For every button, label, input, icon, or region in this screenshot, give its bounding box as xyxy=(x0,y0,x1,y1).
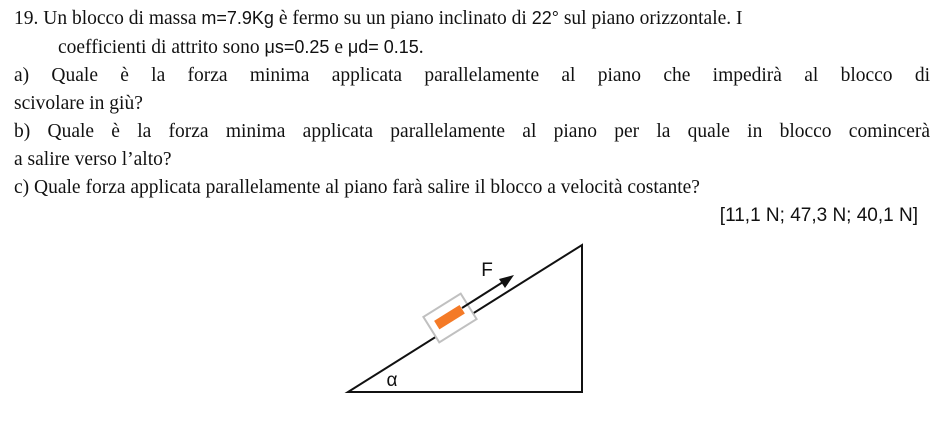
intro-text: e xyxy=(329,37,348,58)
angle-value: 22° xyxy=(531,8,559,28)
answer-key: [11,1 N; 47,3 N; 40,1 N] xyxy=(719,205,918,226)
question-a-line-2: scivolare in giù? xyxy=(14,93,143,114)
intro-text: . xyxy=(418,37,424,58)
angle-label: α xyxy=(386,370,398,391)
question-a-line-1: a) Quale è la forza minima applicata parallelamente al piano che impedirà al blocco di xyxy=(14,65,930,86)
intro-text: coefficienti di attrito sono xyxy=(58,37,265,58)
static-friction-coefficient: μs=0.25 xyxy=(264,37,330,57)
mass-value: m=7.9Kg xyxy=(201,8,274,28)
problem-number: 19. xyxy=(14,8,39,29)
force-arrow-head xyxy=(499,275,514,288)
kinetic-friction-coefficient: μd= 0.15 xyxy=(347,37,419,57)
intro-text: è fermo su un piano inclinato di xyxy=(273,8,532,29)
question-c-line-1: c) Quale forza applicata parallelamente al piano farà salire il blocco a velocità costante? xyxy=(14,177,700,198)
force-label: F xyxy=(481,260,493,281)
intro-text: sul piano orizzontale. I xyxy=(558,8,743,29)
intro-text: Un blocco di massa xyxy=(43,8,202,29)
force-arrow-shaft xyxy=(462,282,503,308)
block xyxy=(423,294,476,343)
question-b-line-2: a salire verso l’alto? xyxy=(14,149,172,170)
question-b-line-1: b) Quale è la forza minima applicata parallelamente al piano per la quale in blocco comincerà xyxy=(14,121,930,142)
